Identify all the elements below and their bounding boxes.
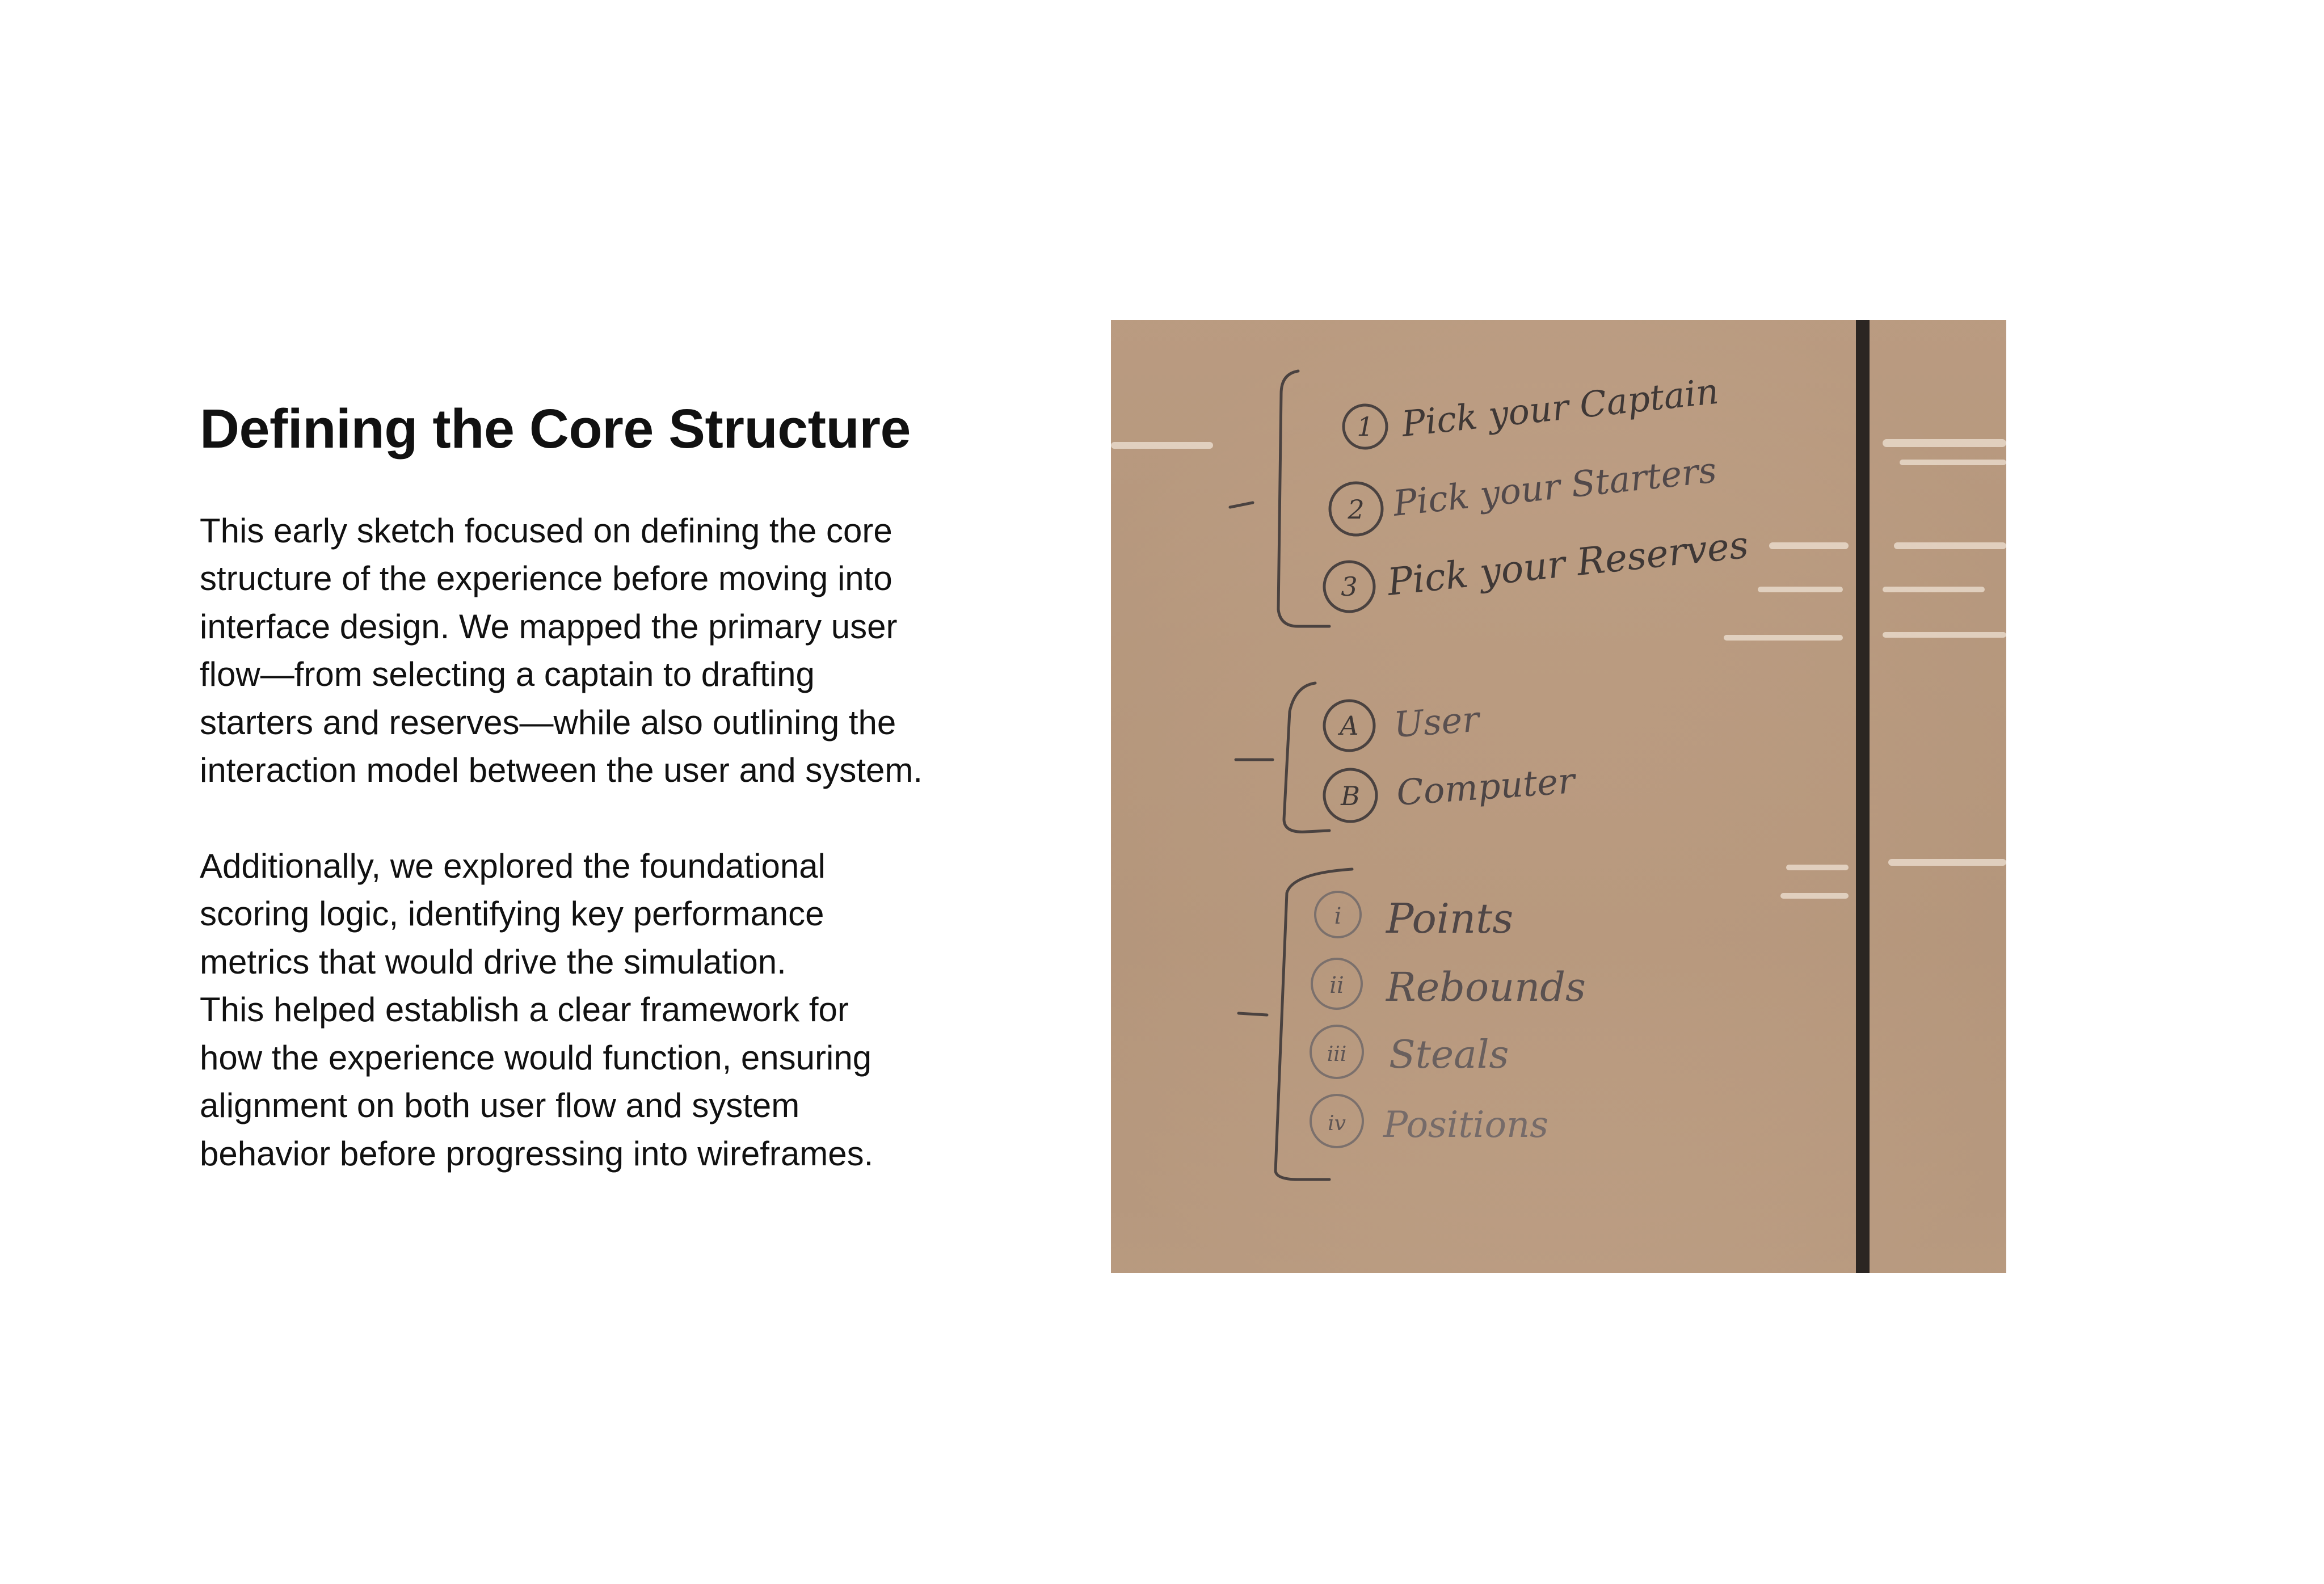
metric-points: Points (1386, 895, 1514, 942)
marker-label-3: 3 (1341, 571, 1358, 602)
body-paragraph-2: Additionally, we explored the foundational scoring logic, identifying key performance metrics that would drive the simulation. This helped establish a clear framework for how the experience would function, ensuring alignment on both user flow and system behavior before progressing into wireframes. (200, 846, 874, 1173)
marker-label-iv: iv (1328, 1112, 1346, 1135)
step-pick-reserves: Pick your Reserves (1385, 523, 1751, 604)
marker-label-2: 2 (1348, 494, 1365, 525)
section-title: Defining the Core Structure (200, 398, 911, 460)
marker-label-B: B (1341, 781, 1360, 811)
marker-label-i: i (1334, 903, 1342, 929)
group-3-tick (1239, 1013, 1267, 1015)
marker-label-A: A (1340, 710, 1359, 741)
metric-rebounds: Rebounds (1386, 964, 1586, 1010)
marker-label-iii: iii (1327, 1043, 1347, 1066)
marker-label-1: 1 (1357, 411, 1374, 442)
text-section (200, 397, 1017, 1178)
whiteboard-sketch (1111, 320, 2006, 1273)
whiteboard-sketch-photo (1111, 320, 2006, 1273)
mode-user: User (1392, 698, 1481, 745)
board-frame-divider (1856, 320, 1870, 1273)
metric-steals: Steals (1389, 1033, 1509, 1077)
metric-positions: Positions (1383, 1104, 1549, 1146)
marker-label-ii: ii (1329, 972, 1344, 999)
mode-computer: Computer (1395, 760, 1576, 814)
body-paragraph-1: This early sketch focused on defining the core structure of the experience before moving into interface design. We mapped the primary user flow—from selecting a captain to drafting starters and reserves—while also outlining the interaction model between the user and system. (200, 511, 923, 790)
step-pick-captain: Pick your Captain (1399, 370, 1721, 445)
group-1-text (1341, 370, 1750, 604)
step-pick-starters: Pick your Starters (1391, 449, 1719, 524)
